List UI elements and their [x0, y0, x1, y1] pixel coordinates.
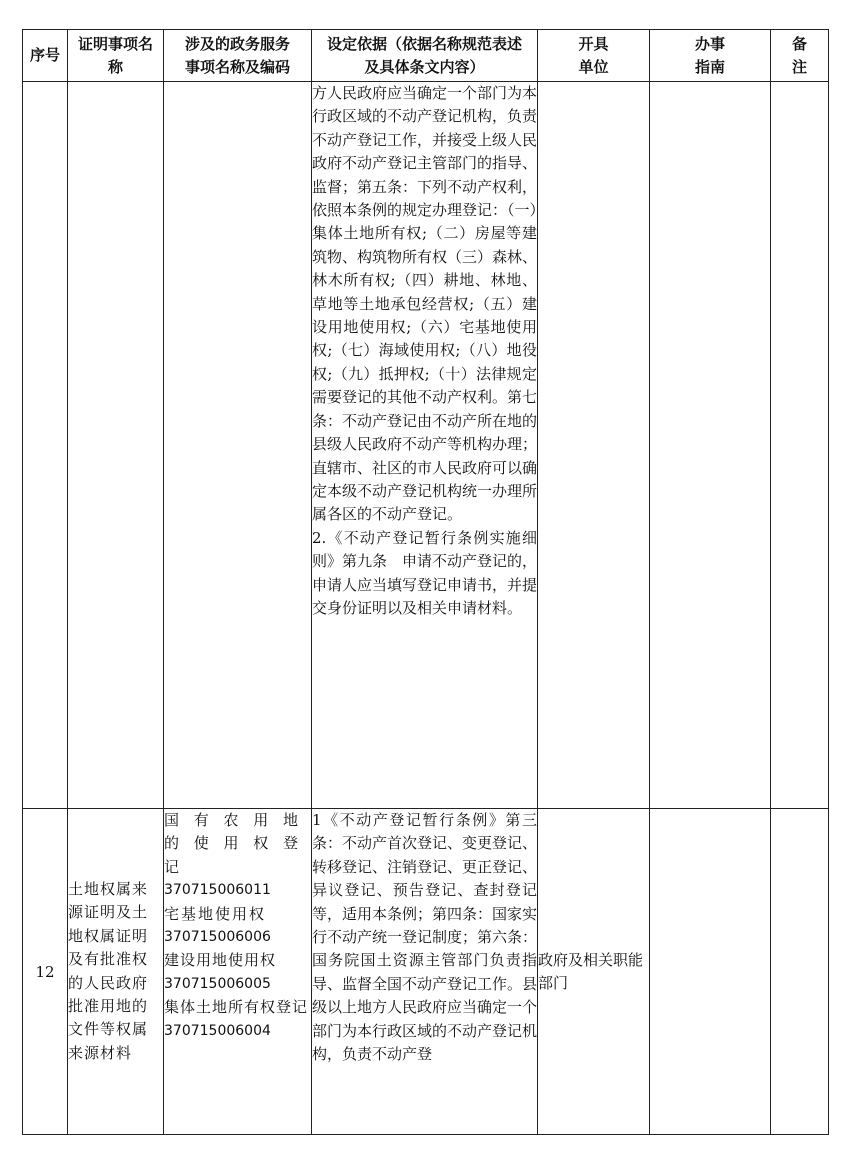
service-cell — [164, 809, 312, 1135]
proof-name-cell: 土地权属来源证明及土地权属证明及有批准权的人民政府批准用地的文件等权属来源材料 — [68, 809, 164, 1135]
service-code: 370715006006 — [164, 929, 271, 946]
header-remark: 备注 — [771, 30, 829, 82]
service-code: 370715006005 — [164, 975, 271, 992]
issuer-cell: 政府及相关职能部门 — [538, 809, 650, 1135]
basis-text-2: 2.《不动产登记暂行条例实施细则》第九条 申请不动产登记的，申请人应当填写登记申请书，并提交身份证明以及相关申请材料。 — [312, 528, 538, 617]
header-issuer: 开具单位 — [538, 30, 650, 82]
table-row — [23, 82, 829, 809]
header-basis: 设定依据（依据名称规范表述及具体条文内容） — [312, 30, 538, 82]
service-name: 建设用地使用权 — [164, 951, 277, 970]
basis-cell — [312, 82, 538, 809]
remark-cell-empty — [771, 82, 829, 809]
service-name: 宅基地使用权 — [164, 904, 267, 923]
seq-cell-empty — [23, 82, 68, 809]
basis-text: 方人民政府应当确定一个部门为本行政区域的不动产登记机构，负责不动产登记工作，并接受上级人民政府不动产登记主管部门的指导、监督；第五条：下列不动产权利，依照本条例的规定办理登记：（一）集体土地所有权;（二）房屋等建筑物、构筑物所有权（三）森林、林木所有权;（四）耕地、林地、草地等土地承包经营权;（五）建设用地使用权;（六）宅基地使用权;（七）海域使用权;（八）地役权;（九）抵押权;（十）法律规定需要登记的其他不动产权利。第七条：不动产登记由不动产所在地的县级人民政府不动产等机构办理；直辖市、社区的市人民政府可以确定本级不动产登记机构统一办理所属各区的不动产登记。 — [312, 84, 538, 524]
header-service: 涉及的政务服务事项名称及编码 — [164, 30, 312, 82]
remark-cell — [771, 809, 829, 1135]
proof-name-cell-empty — [68, 82, 164, 809]
guide-cell — [650, 809, 771, 1135]
service-cell-empty — [164, 82, 312, 809]
seq-cell: 12 — [23, 809, 68, 1135]
header-guide: 办事指南 — [650, 30, 771, 82]
service-name: 国有农用地的使用权登记 — [164, 811, 311, 876]
certification-table — [22, 29, 829, 1135]
guide-cell-empty — [650, 82, 771, 809]
table-row — [23, 809, 829, 1135]
basis-text: 1《不动产登记暂行条例》第三条：不动产首次登记、变更登记、转移登记、注销登记、更正登记、异议登记、预告登记、查封登记等，适用本条例；第四条：国家实行不动产统一登记制度；第六条：国务院国土资源主管部门负责指导、监督全国不动产登记工作。县级以上地方人民政府应当确定一个部门为本行政区域的不动产登记机构，负责不动产登 — [312, 811, 538, 1064]
service-code: 370715006011 — [164, 882, 271, 899]
header-proof-name: 证明事项名称 — [68, 30, 164, 82]
service-name: 集体土地所有权登记 — [164, 998, 309, 1017]
service-code: 370715006004 — [164, 1022, 271, 1039]
header-seq: 序号 — [23, 30, 68, 82]
basis-cell — [312, 809, 538, 1135]
header-row — [23, 30, 829, 82]
issuer-cell-empty — [538, 82, 650, 809]
